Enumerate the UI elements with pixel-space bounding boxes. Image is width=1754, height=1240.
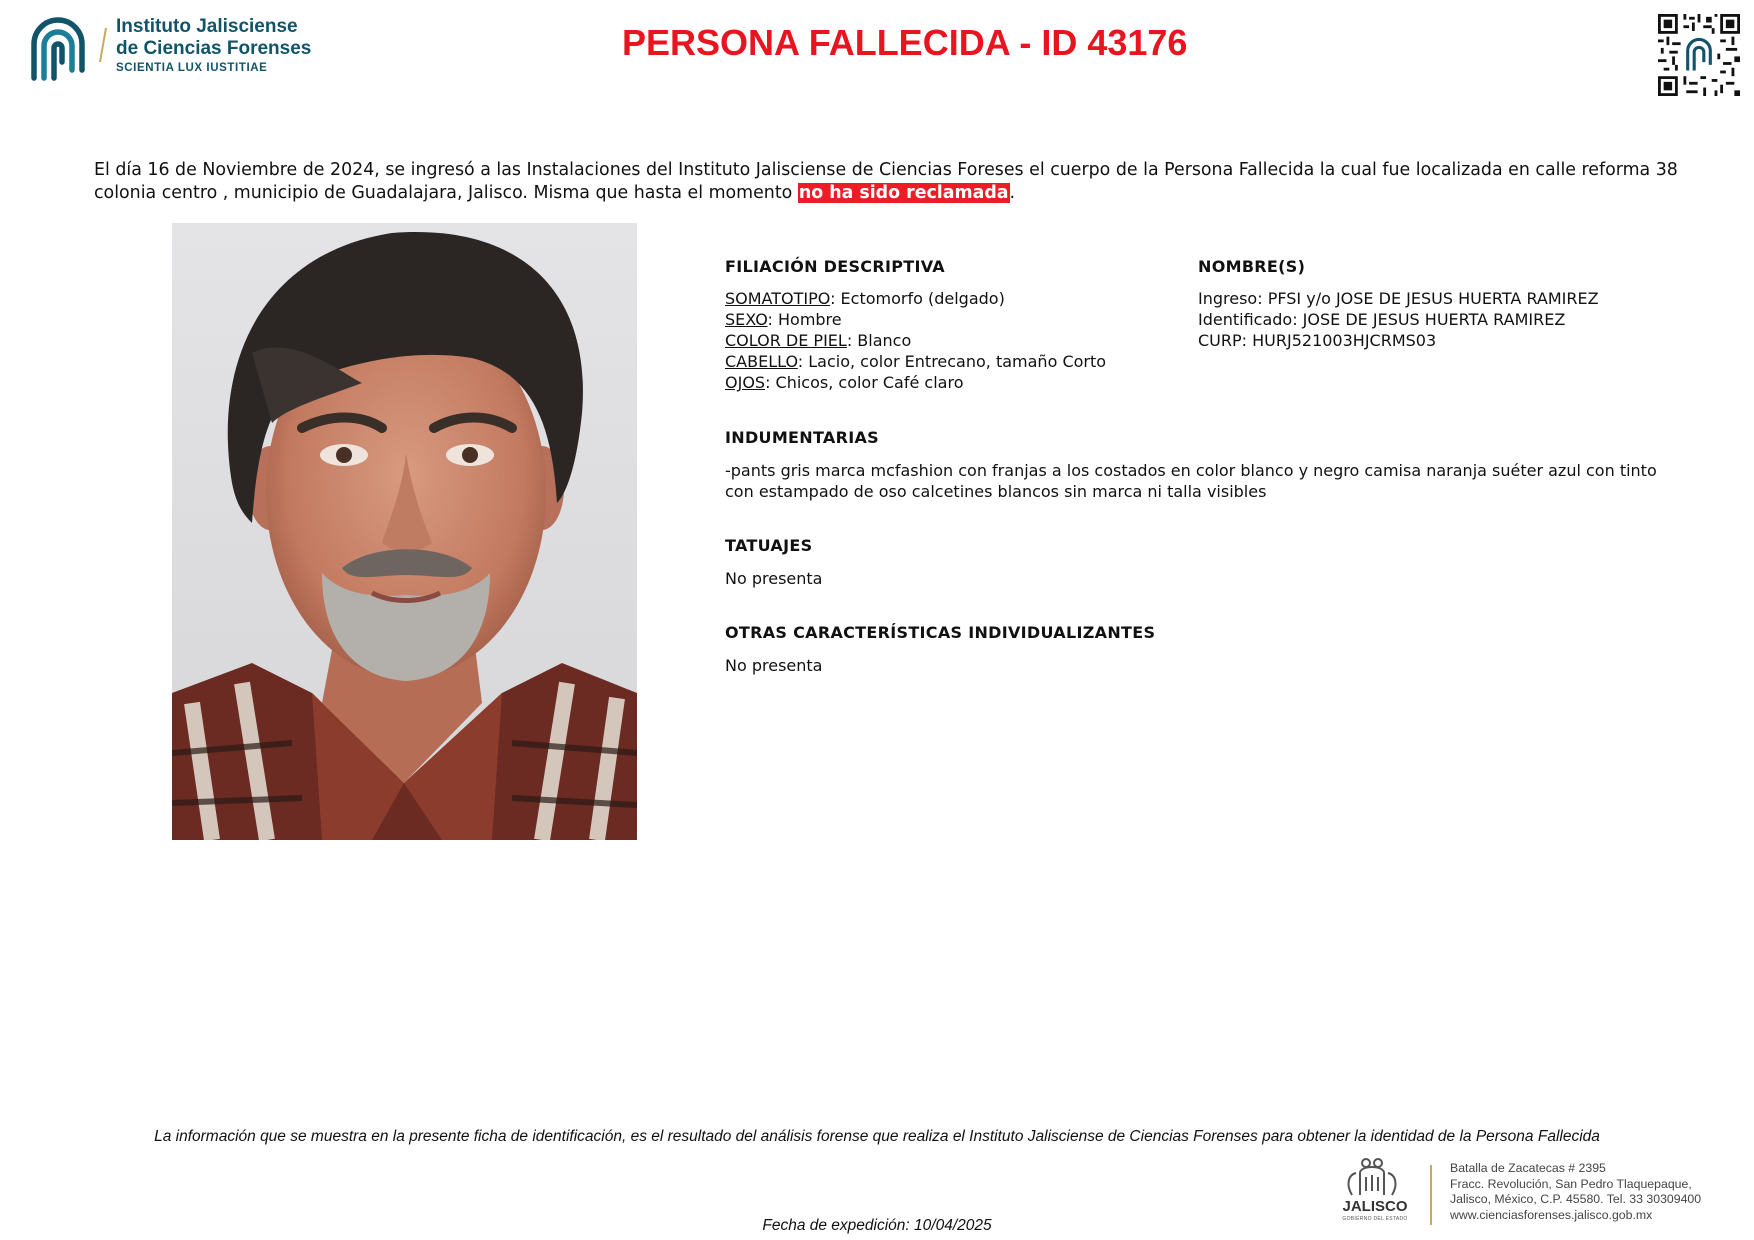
address-line: Batalla de Zacatecas # 2395 bbox=[1450, 1161, 1606, 1175]
nombres-title: NOMBRE(S) bbox=[1198, 257, 1306, 276]
logo-divider bbox=[99, 28, 107, 62]
filiacion-value: : Lacio, color Entrecano, tamaño Corto bbox=[797, 352, 1107, 371]
institute-address bbox=[1450, 1161, 1750, 1223]
tatuajes-section bbox=[725, 536, 1425, 589]
indumentarias-section bbox=[725, 428, 1685, 502]
ijcf-logo-icon bbox=[28, 8, 88, 86]
tatuajes-title: TATUAJES bbox=[725, 536, 813, 555]
qr-code-icon bbox=[1658, 14, 1740, 96]
institute-name bbox=[116, 16, 311, 76]
logo-line2: de Ciencias Forenses bbox=[116, 38, 312, 59]
filiacion-label: OJOS bbox=[725, 373, 766, 392]
person-photo bbox=[172, 223, 637, 840]
intro-text: El día 16 de Noviembre de 2024, se ingresó a las Instalaciones del Instituto Jalisciense de Ciencias Foreses el cuerpo de la Persona Fallecida la cual fue localizada en calle reforma 38 colonia centro , municipio de Guadalajara, Jalisco. Misma que hasta el momento bbox=[94, 160, 1678, 203]
filiacion-section bbox=[725, 257, 1185, 393]
otras-text: No presenta bbox=[725, 656, 823, 675]
filiacion-item bbox=[725, 330, 1185, 351]
tatuajes-text: No presenta bbox=[725, 569, 823, 588]
filiacion-item bbox=[725, 309, 1185, 330]
website-link[interactable]: www.cienciasforenses.jalisco.gob.mx bbox=[1450, 1207, 1653, 1222]
jalisco-sub: GOBIERNO DEL ESTADO bbox=[1342, 1216, 1408, 1222]
filiacion-label: SOMATOTIPO bbox=[725, 289, 831, 308]
otras-section bbox=[725, 623, 1525, 676]
address-line: Jalisco, México, C.P. 45580. Tel. 33 30309400 bbox=[1450, 1192, 1702, 1206]
disclaimer: La información que se muestra en la presente ficha de identificación, es el resultado del análisis forense que realiza el Instituto Jalisciense de Ciencias Forenses para obtener la identidad de la Persona Fallecida bbox=[154, 1128, 1600, 1145]
filiacion-item bbox=[725, 288, 1185, 309]
nombre-ingreso: Ingreso: PFSI y/o JOSE DE JESUS HUERTA RAMIREZ bbox=[1198, 289, 1599, 308]
intro-paragraph bbox=[94, 159, 1704, 205]
address-line: Fracc. Revolución, San Pedro Tlaquepaque, bbox=[1450, 1176, 1692, 1191]
filiacion-value: : Hombre bbox=[767, 310, 842, 329]
page-title: PERSONA FALLECIDA - ID 43176 bbox=[622, 22, 1188, 63]
nombre-identificado: Identificado: JOSE DE JESUS HUERTA RAMIREZ bbox=[1198, 310, 1566, 329]
filiacion-item bbox=[725, 351, 1185, 372]
filiacion-value: : Blanco bbox=[846, 331, 912, 350]
filiacion-value: : Chicos, color Café claro bbox=[765, 373, 964, 392]
footer-divider bbox=[1430, 1165, 1432, 1225]
filiacion-item bbox=[725, 372, 1185, 393]
indumentarias-title: INDUMENTARIAS bbox=[725, 428, 879, 447]
otras-title: OTRAS CARACTERÍSTICAS INDIVIDUALIZANTES bbox=[725, 623, 1156, 642]
filiacion-title: FILIACIÓN DESCRIPTIVA bbox=[725, 257, 945, 276]
nombres-section bbox=[1198, 257, 1718, 351]
logo-motto: SCIENTIA LUX IUSTITIAE bbox=[116, 62, 268, 74]
intro-period: . bbox=[1009, 183, 1016, 203]
filiacion-label: CABELLO bbox=[725, 352, 798, 371]
filiacion-label: COLOR DE PIEL bbox=[725, 331, 847, 350]
jalisco-label: JALISCO bbox=[1342, 1198, 1408, 1215]
not-claimed-highlight: no ha sido reclamada bbox=[798, 183, 1009, 203]
filiacion-label: SEXO bbox=[725, 310, 768, 329]
issue-date: Fecha de expedición: 10/04/2025 bbox=[762, 1217, 992, 1234]
indumentarias-text: -pants gris marca mcfashion con franjas a los costados en color blanco y negro camisa naranja suéter azul con tinto con estampado de oso calcetines blancos sin marca ni talla visibles bbox=[725, 461, 1657, 501]
logo-line1: Instituto Jalisciense bbox=[116, 16, 298, 37]
curp: CURP: HURJ521003HJCRMS03 bbox=[1198, 331, 1437, 350]
filiacion-value: : Ectomorfo (delgado) bbox=[830, 289, 1005, 308]
jalisco-crest-icon bbox=[1330, 1155, 1414, 1199]
